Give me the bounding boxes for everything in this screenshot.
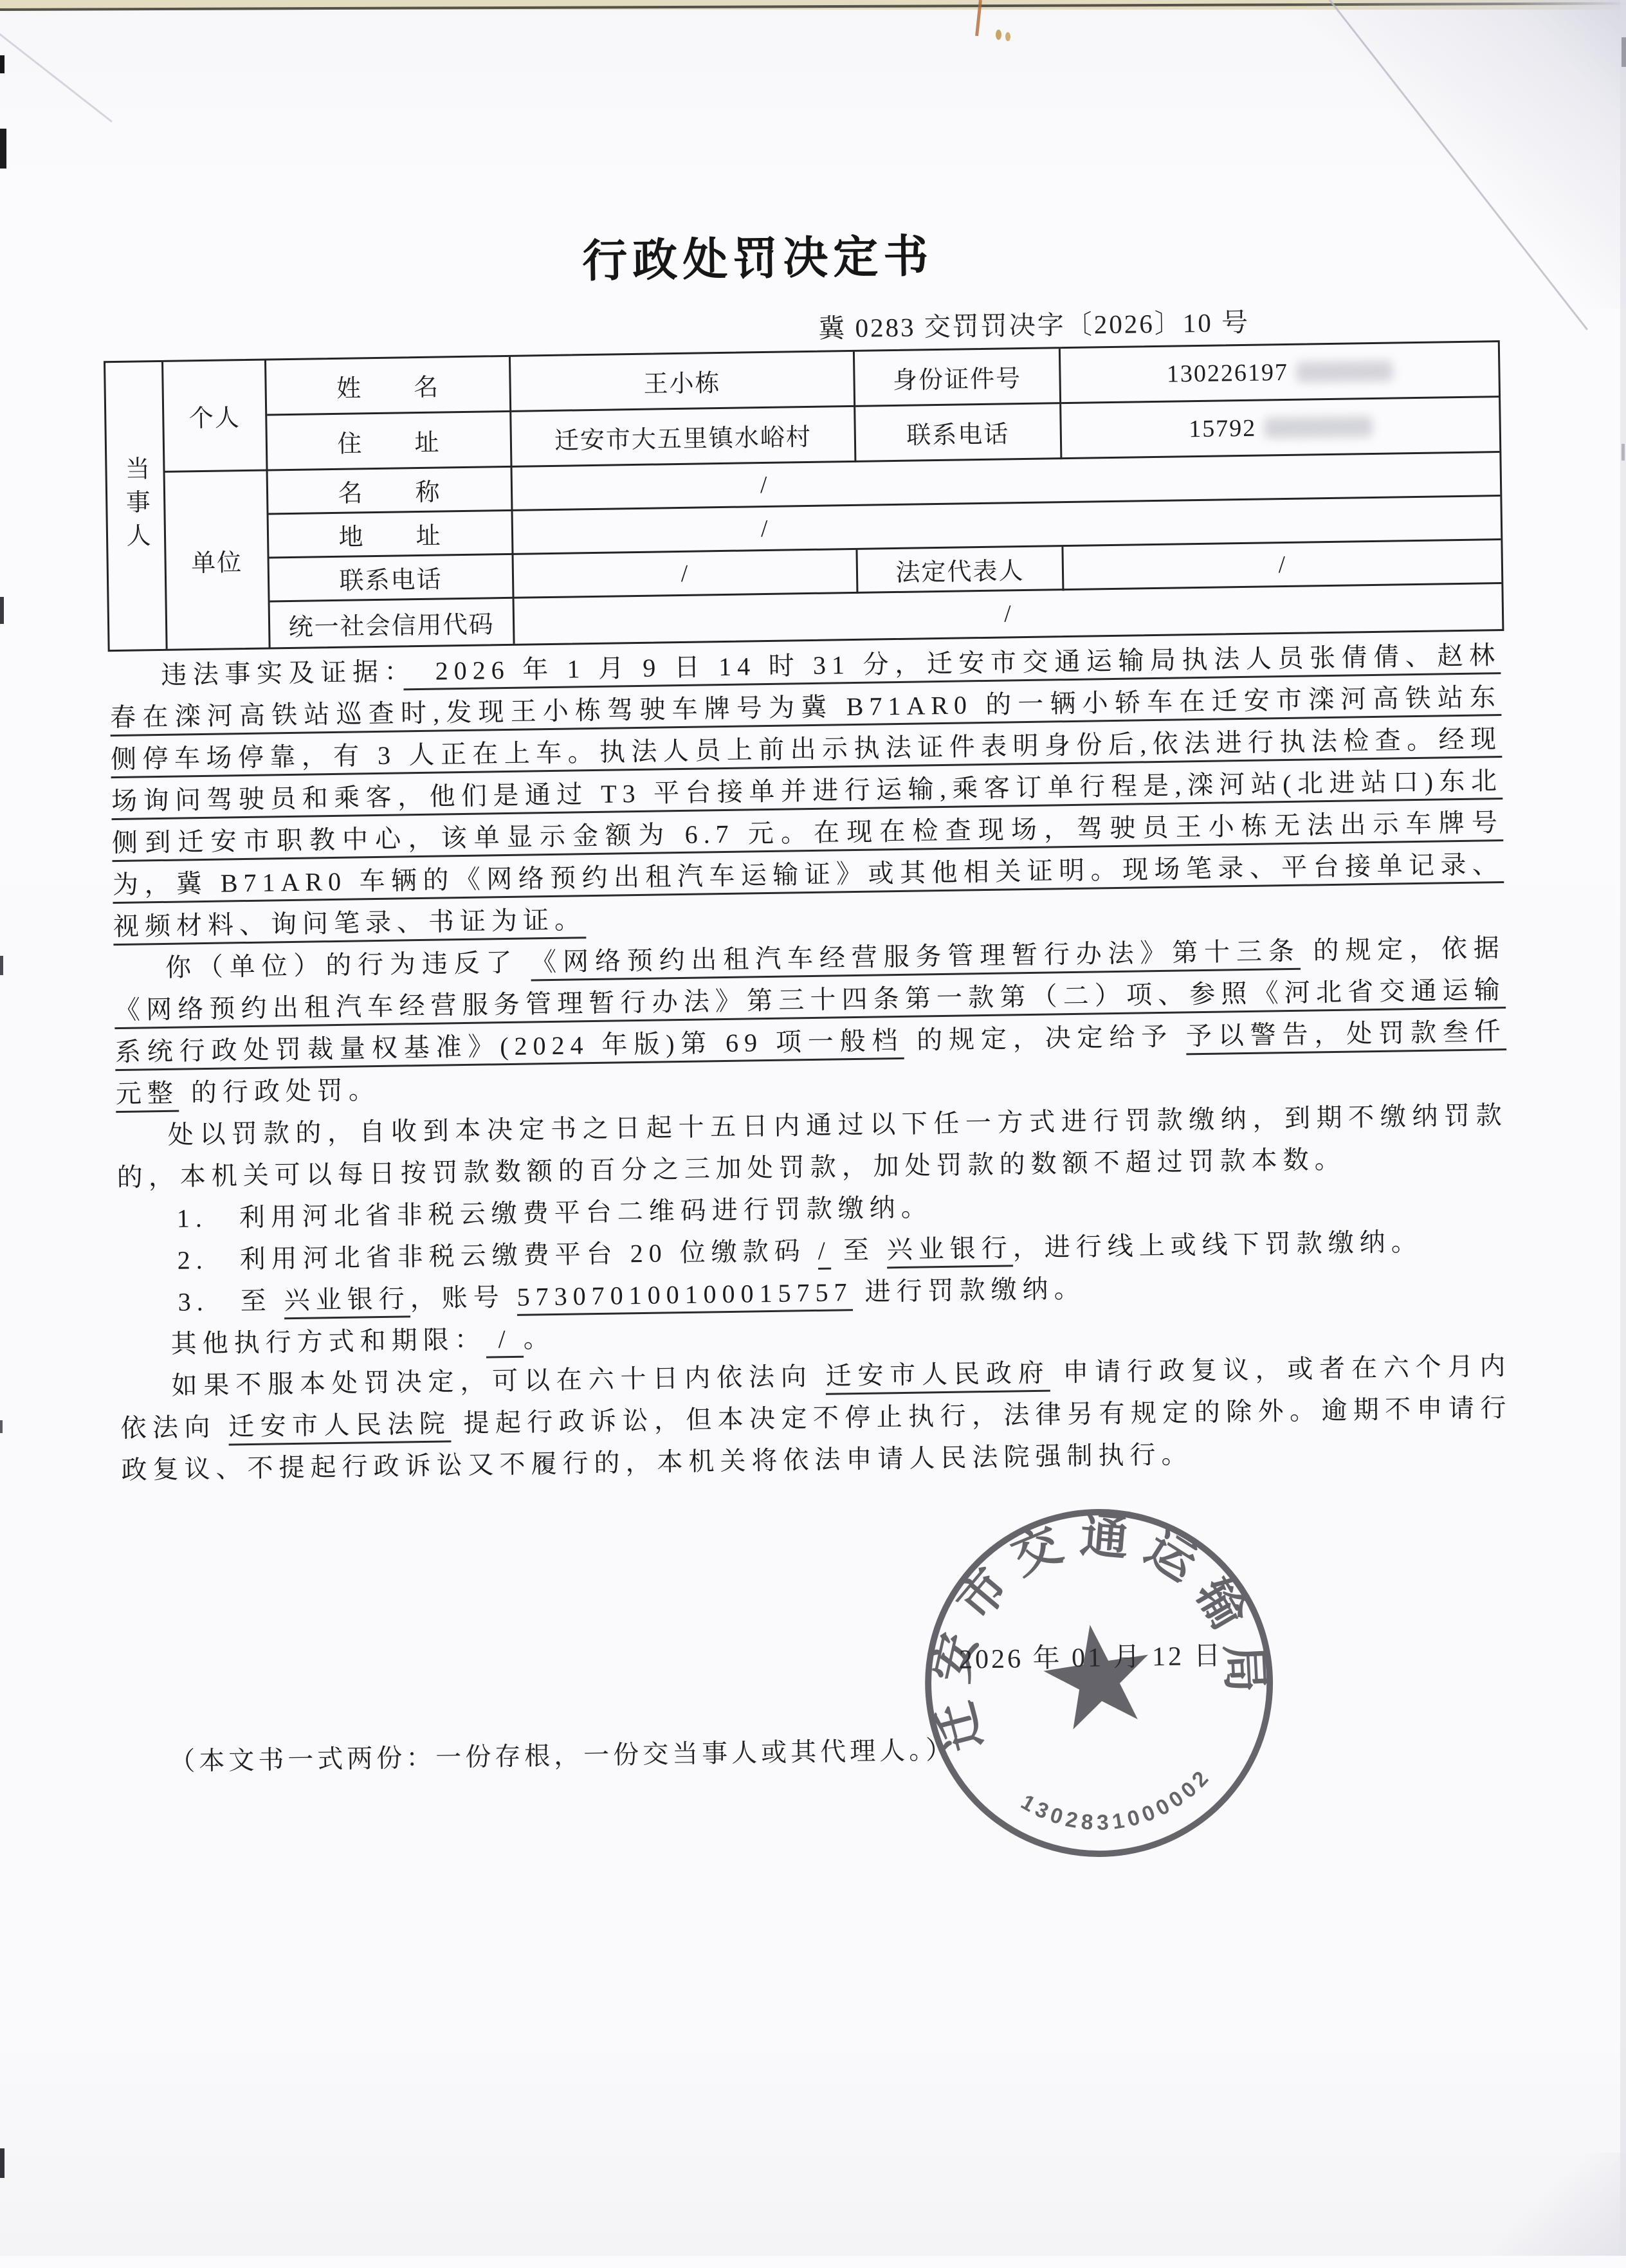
facts-paragraph xyxy=(109,634,1505,947)
decision-text: 的行政处罚。 xyxy=(178,1075,381,1108)
scan-artifact-edge-mark xyxy=(0,2148,5,2178)
penalty-content: 予以警告，处罚款叁仟元整 xyxy=(115,1017,1507,1109)
penalty-basis: 《网络预约出租汽车经营服务管理暂行办法》第三十四条第一款第（二）项、参照《河北省交通运输系统行政处罚裁量权基准》(2024 年版)第 69 项一般档 xyxy=(114,975,1506,1067)
svg-text:1302831000002 xyxy=(1014,1761,1222,1848)
id-number-value xyxy=(1061,342,1499,404)
decision-text: 你（单位）的行为违反了 xyxy=(165,947,531,982)
unit-address-label: 地 址 xyxy=(269,511,514,559)
appeal-text: 申请行政复议，或者在六个月内依法向 xyxy=(120,1351,1512,1443)
scan-artifact-edge-mark xyxy=(1621,444,1625,461)
unit-phone-label: 联系电话 xyxy=(269,555,515,603)
pay2-text: 至 xyxy=(830,1235,888,1265)
phone-visible: 15792 xyxy=(1188,414,1257,443)
redaction-smudge xyxy=(1264,416,1372,437)
pay3-text: 进行罚款缴纳。 xyxy=(852,1274,1086,1307)
facts-content: 2026 年 1 月 9 日 14 时 31 分，迁安市交通运输局执法人员张倩倩、赵林春在滦河高铁站巡查时,发现王小栋驾驶车牌号为冀 B71AR0 的一辆小轿车在迁安市滦河高铁站东侧停车场停靠，有 3 人正在上车。执法人员上前出示执法证件表明身份后,依法进行执法检查。经现场询问驾驶员和乘客，他们是通过 T3 平台接单并进行运输,乘客订单行程是,滦河站(北进站口)东北侧到迁安市职教中心，该单显示金额为 6.7 元。在现在检查现场，驾驶员王小栋无法出示车牌号为，冀 B71AR0 车辆的《网络预约出租汽车运输证》或其他相关证明。现场笔录、平台接单记录、视频材料、询问笔录、书证为证。 xyxy=(109,641,1504,942)
pay3-text: 3. 至 xyxy=(178,1286,285,1317)
party-group-label: 当事人 xyxy=(105,362,168,650)
other-method-label: 其他执行方式和期限： xyxy=(170,1324,486,1358)
phone-label: 联系电话 xyxy=(855,404,1062,462)
unit-name-label: 名 称 xyxy=(268,468,513,515)
phone-value xyxy=(1061,398,1499,459)
credit-code-label: 统一社会信用代码 xyxy=(270,599,515,648)
other-method-value: / xyxy=(486,1324,524,1354)
name-value: 王小栋 xyxy=(511,352,855,412)
name-label: 姓 名 xyxy=(266,357,511,416)
address-label: 住 址 xyxy=(267,412,512,471)
credit-code-value: / xyxy=(1003,600,1013,628)
decision-text: 的规定，决定给予 xyxy=(904,1021,1187,1055)
unit-phone-value: / xyxy=(514,550,859,599)
unit-name-value: / xyxy=(513,453,1501,511)
payment-intro-paragraph: 处以罚款的，自收到本决定书之日起十五日内通过以下任一方式进行罚款缴纳，到期不缴纳罚款的，本机关可以每日按罚款数额的百分之三加处罚款，加处罚款的数额不超过罚款本数。 xyxy=(116,1100,1508,1193)
pay2-text: ，进行线上或线下罚款缴纳。 xyxy=(1012,1227,1423,1263)
legal-rep-label: 法定代表人 xyxy=(857,547,1064,594)
redaction-smudge xyxy=(1296,360,1393,382)
unit-address-value: / xyxy=(513,497,1501,555)
party-info-table xyxy=(104,340,1504,652)
review-authority: 迁安市人民政府 xyxy=(825,1358,1050,1391)
decision-text: 的规定，依据 xyxy=(1300,933,1506,965)
id-number-label: 身份证件号 xyxy=(855,349,1061,407)
document-title: 行政处罚决定书 xyxy=(581,231,934,287)
scan-artifact-edge-mark xyxy=(0,1420,3,1433)
court-name: 迁安市人民法院 xyxy=(228,1409,452,1441)
issue-date: 2026 年 01 月 12 日 xyxy=(958,1641,1223,1675)
official-seal xyxy=(906,1490,1292,1876)
decision-paragraph xyxy=(114,927,1508,1115)
document-body xyxy=(109,634,1513,1491)
appeal-text: 提起行政诉讼，但本决定不停止执行，法律另有规定的除外。逾期不申请行政复议、不提起行政诉讼又不履行的，本机关将依法申请人民法院强制执行。 xyxy=(121,1393,1512,1485)
seal-code: 1302831000002 xyxy=(1016,1764,1216,1835)
pay2-bank: 兴业银行 xyxy=(886,1233,1014,1265)
pay3-text: ，账号 xyxy=(410,1282,517,1313)
pay3-bank: 兴业银行 xyxy=(284,1284,410,1315)
document-number: 冀 0283 交罚罚决字〔2026〕10 号 xyxy=(818,307,1250,343)
scan-artifact-edge-mark xyxy=(1621,37,1626,67)
appeal-paragraph xyxy=(120,1345,1513,1491)
personal-section-label: 个人 xyxy=(163,360,268,472)
facts-label: 违法事实及证据： xyxy=(160,657,404,690)
payment-option-1: 1. 利用河北省非税云缴费平台二维码进行罚款缴纳。 xyxy=(176,1193,933,1233)
unit-section-label: 单位 xyxy=(165,471,271,648)
pay2-text: 2. 利用河北省非税云缴费平台 20 位缴款码 xyxy=(177,1236,818,1275)
violated-rule: 《网络预约出租汽车经营服务管理暂行办法》第十三条 xyxy=(530,936,1301,977)
pay3-account: 573070100100015757 xyxy=(516,1277,853,1312)
appeal-text: 如果不服本处罚决定，可以在六十日内依法向 xyxy=(171,1361,826,1400)
seal-org-name: 迁安市交通运输局 xyxy=(923,1507,1274,1757)
pay2-code: / xyxy=(818,1236,832,1265)
id-number-visible: 130226197 xyxy=(1166,358,1289,388)
other-method-text: 。 xyxy=(523,1323,556,1353)
svg-text:迁安市交通运输局 xyxy=(906,1490,1280,1758)
legal-rep-value: / xyxy=(1063,540,1501,590)
address-value: 迁安市大五里镇水峪村 xyxy=(511,407,856,468)
footer-note: （本文书一式两份：一份存根，一份交当事人或其代理人。） xyxy=(169,1735,956,1776)
